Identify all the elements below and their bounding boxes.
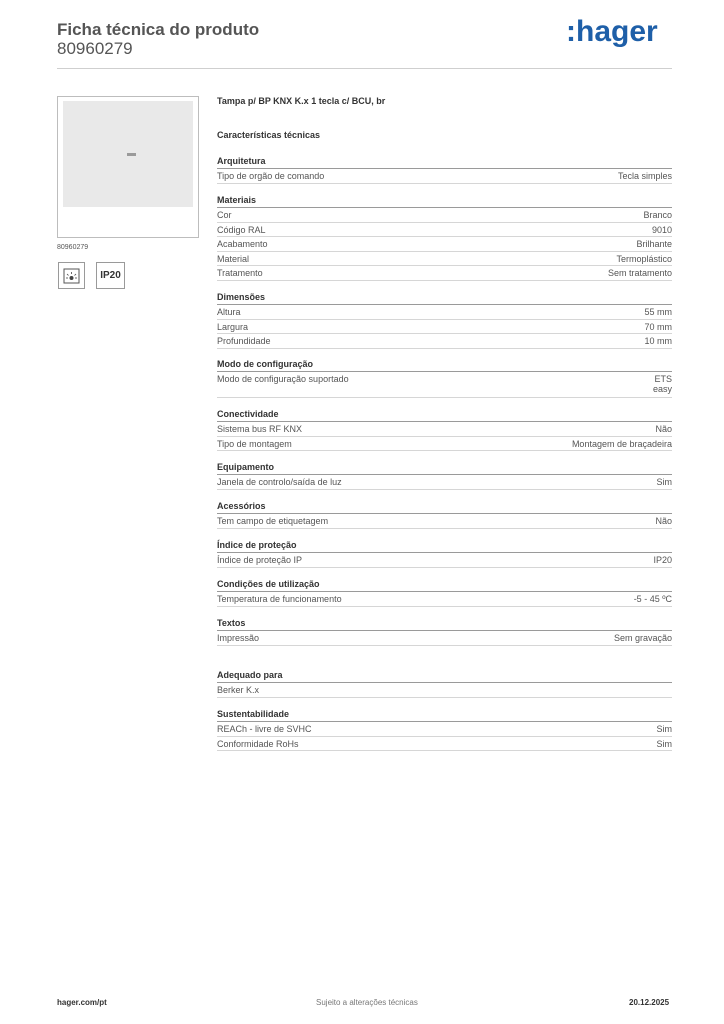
spec-row bbox=[217, 223, 672, 238]
spec-value-line: 70 mm bbox=[644, 321, 672, 332]
spec-row bbox=[217, 722, 672, 737]
spec-label: Cor bbox=[217, 210, 232, 220]
section-title: Índice de proteção bbox=[217, 540, 297, 550]
spec-value-line: Sem tratamento bbox=[607, 268, 672, 278]
spec-value-line: -5 - 45 ºC bbox=[633, 594, 672, 604]
spec-value-line: ETS bbox=[654, 374, 672, 384]
spec-section bbox=[217, 461, 672, 490]
section-title: Materiais bbox=[217, 195, 257, 205]
section-title: Adequado para bbox=[217, 670, 283, 680]
spec-value-line: Sim bbox=[656, 724, 672, 734]
spec-value-line: Sem gravação bbox=[613, 633, 672, 643]
spec-value bbox=[608, 268, 672, 278]
spec-section bbox=[217, 194, 672, 281]
spec-row bbox=[217, 422, 672, 437]
spec-row bbox=[217, 252, 672, 267]
spec-value-line: 55 mm bbox=[644, 307, 672, 317]
spec-value bbox=[655, 424, 672, 434]
spec-value-line: Sim bbox=[656, 738, 672, 749]
spec-section bbox=[217, 358, 672, 398]
specs-heading: Características técnicas bbox=[217, 130, 321, 140]
spec-row bbox=[217, 592, 672, 607]
spec-value-line: IP20 bbox=[653, 555, 672, 565]
spec-value bbox=[657, 724, 673, 734]
section-title: Sustentabilidade bbox=[217, 709, 290, 719]
spec-section bbox=[217, 578, 672, 607]
spec-row bbox=[217, 320, 672, 335]
logo-text: :hager bbox=[566, 15, 658, 48]
spec-section bbox=[217, 708, 672, 751]
led-window bbox=[127, 153, 136, 156]
section-title: Conectividade bbox=[217, 409, 279, 419]
spec-row bbox=[217, 237, 672, 252]
spec-row bbox=[217, 631, 672, 646]
spec-label: Berker K.x bbox=[217, 685, 260, 695]
spec-value-line: Tecla simples bbox=[617, 171, 672, 181]
spec-value bbox=[644, 336, 672, 346]
product-image bbox=[57, 96, 199, 238]
spec-row bbox=[217, 514, 672, 529]
spec-row bbox=[217, 437, 672, 452]
spec-value-line: easy bbox=[652, 384, 672, 394]
spec-label: Janela de controlo/saída de luz bbox=[217, 477, 342, 487]
section-title: Textos bbox=[217, 618, 246, 628]
spec-label: Acabamento bbox=[217, 239, 268, 249]
spec-section bbox=[217, 617, 672, 646]
spec-value bbox=[653, 374, 672, 394]
spec-value-line: Sim bbox=[656, 477, 672, 487]
spec-label: Tipo de montagem bbox=[217, 438, 292, 449]
spec-row bbox=[217, 475, 672, 490]
section-title: Acessórios bbox=[217, 501, 266, 511]
spec-row bbox=[217, 266, 672, 281]
spec-value-line: 9010 bbox=[651, 224, 672, 235]
spec-row bbox=[217, 372, 672, 398]
spec-label: REACh - livre de SVHC bbox=[217, 724, 312, 734]
spec-value-line: 10 mm bbox=[644, 336, 672, 346]
spec-value bbox=[614, 633, 672, 643]
image-caption: 80960279 bbox=[57, 244, 89, 251]
spec-value bbox=[657, 739, 673, 749]
spec-label: Código RAL bbox=[217, 224, 266, 235]
led-icon bbox=[58, 262, 85, 289]
spec-label: Temperatura de funcionamento bbox=[217, 594, 342, 604]
spec-label: Largura bbox=[217, 321, 249, 332]
spec-row bbox=[217, 305, 672, 320]
page-title: Ficha técnica do produto bbox=[57, 20, 260, 39]
spec-value bbox=[634, 594, 672, 604]
spec-value bbox=[644, 322, 672, 332]
spec-value bbox=[616, 254, 672, 264]
spec-value-line: Não bbox=[655, 516, 672, 526]
spec-section bbox=[217, 291, 672, 349]
spec-label: Altura bbox=[217, 307, 241, 317]
spec-value bbox=[644, 307, 672, 317]
header-divider bbox=[57, 68, 672, 69]
spec-value-line: Montagem de braçadeira bbox=[571, 438, 672, 449]
spec-label: Modo de configuração suportado bbox=[217, 374, 349, 384]
spec-section bbox=[217, 669, 672, 698]
spec-value bbox=[572, 439, 672, 449]
spec-label: Tem campo de etiquetagem bbox=[217, 516, 329, 526]
spec-value-line: Brilhante bbox=[636, 239, 672, 249]
spec-value-line: Não bbox=[655, 424, 672, 434]
spec-section bbox=[217, 539, 672, 568]
spec-value bbox=[636, 239, 672, 249]
spec-label: Índice de proteção IP bbox=[217, 555, 303, 565]
ip-rating-icon: IP20 bbox=[96, 262, 125, 289]
spec-row bbox=[217, 553, 672, 568]
spec-label: Impressão bbox=[217, 633, 260, 643]
spec-section bbox=[217, 155, 672, 184]
spec-label: Tratamento bbox=[217, 268, 263, 278]
spec-value bbox=[618, 171, 672, 181]
footer-date: 20.12.2025 bbox=[629, 998, 670, 1007]
spec-value-line: Termoplástico bbox=[616, 253, 672, 264]
section-title: Condições de utilização bbox=[217, 579, 320, 589]
product-plate bbox=[63, 101, 193, 207]
spec-section bbox=[217, 500, 672, 529]
section-title: Equipamento bbox=[217, 462, 275, 472]
spec-row bbox=[217, 169, 672, 184]
hager-logo bbox=[566, 14, 666, 48]
section-title: Dimensões bbox=[217, 292, 266, 302]
spec-label: Profundidade bbox=[217, 336, 271, 346]
spec-value-line: Branco bbox=[643, 210, 672, 220]
footer-disclaimer: Sujeito a alterações técnicas bbox=[316, 998, 418, 1007]
section-title: Arquitetura bbox=[217, 156, 266, 166]
section-title: Modo de configuração bbox=[217, 359, 314, 369]
spec-label: Conformidade RoHs bbox=[217, 738, 299, 749]
spec-label: Tipo de orgão de comando bbox=[217, 171, 325, 181]
spec-label: Material bbox=[217, 253, 250, 264]
spec-row bbox=[217, 737, 672, 752]
spec-section bbox=[217, 408, 672, 451]
spec-value bbox=[655, 516, 672, 526]
product-reference: 80960279 bbox=[57, 39, 133, 58]
product-name: Tampa p/ BP KNX K.x 1 tecla c/ BCU, br bbox=[217, 96, 386, 106]
spec-row bbox=[217, 683, 672, 698]
spec-row bbox=[217, 208, 672, 223]
spec-value bbox=[643, 210, 672, 220]
spec-row bbox=[217, 334, 672, 349]
spec-label: Sistema bus RF KNX bbox=[217, 424, 303, 434]
spec-value bbox=[657, 477, 673, 487]
footer-website[interactable]: hager.com/pt bbox=[57, 998, 107, 1007]
spec-value bbox=[653, 555, 672, 565]
spec-value bbox=[652, 225, 672, 235]
